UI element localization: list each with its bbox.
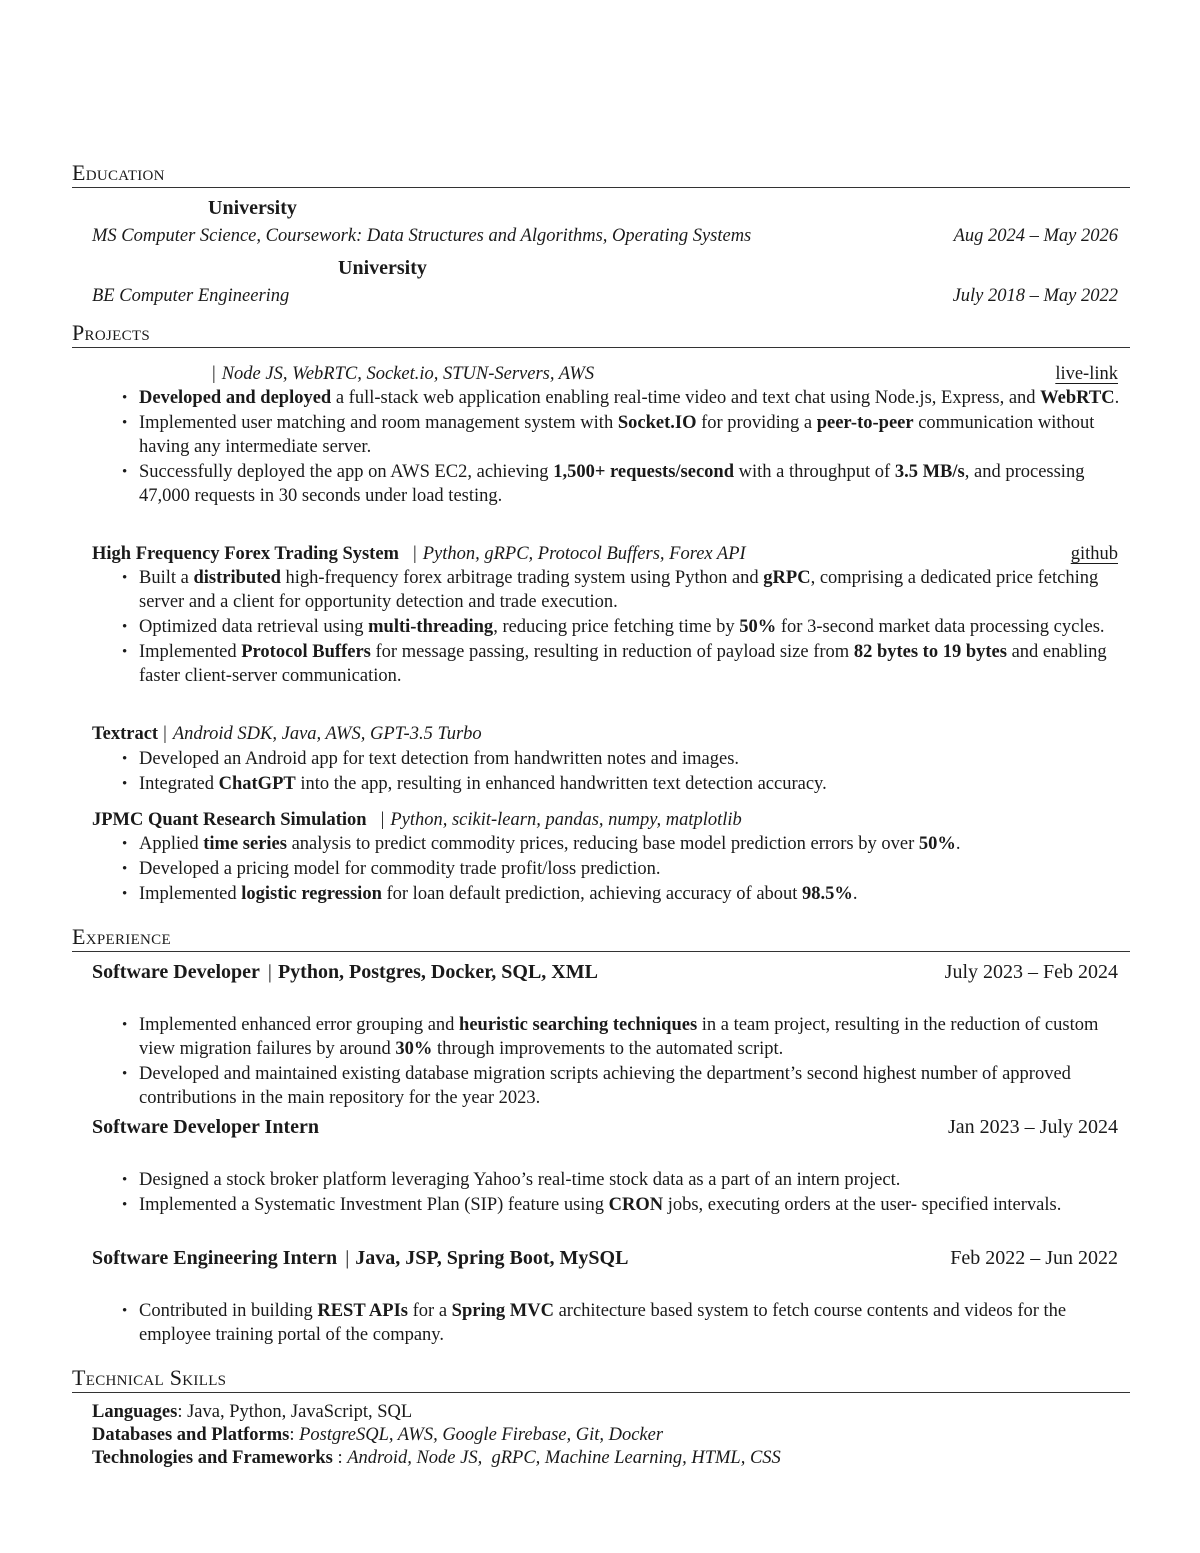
bullet-item [122,772,1132,796]
text: Implemented [139,642,242,662]
bold-text: Protocol Buffers [241,642,371,662]
project-name: JPMC Quant Research Simulation [92,810,367,830]
text: for message passing, resulting in reduction of payload size from [370,642,854,662]
text: Integrated [139,774,219,794]
bold-text: Developed and deployed [139,388,332,408]
github-link[interactable]: github [1070,544,1118,564]
job-title: Software Engineering Intern [92,1247,338,1269]
bold-text: 98.5% [802,884,853,904]
skills-row-technologies [92,1447,1122,1470]
project-header [92,722,1118,746]
separator: | [380,810,385,830]
skills-value: Android, Node JS, gRPC, Machine Learning, HTML, CSS [347,1448,781,1468]
job-header [92,1246,1118,1270]
job-tech: Java, JSP, Spring Boot, MySQL [355,1247,629,1269]
bullet-item [122,386,1132,410]
bold-text: 50% [739,617,777,637]
bullet-item [122,640,1132,688]
project-bullets [122,566,1132,689]
bold-text: 30% [395,1039,433,1059]
skills-row-languages [92,1401,1122,1424]
bullet-item [122,615,1132,639]
text: for loan default prediction, achieving accuracy of about [381,884,803,904]
bullet-item [122,1168,1132,1192]
text: Implemented enhanced error grouping and [139,1015,460,1035]
bullet-item [122,460,1132,508]
text: Developed and maintained existing database migration scripts achieving the department’s second highest number of approved contributions in the main repository for the year 2023. [139,1064,1071,1108]
project-bullets [122,832,1132,907]
text: Optimized data retrieval using [139,617,369,637]
job-dates: Jan 2023 – July 2024 [948,1116,1118,1138]
text: Developed an Android app for text detection from handwritten notes and images. [139,749,740,769]
skills-heading: Technical Skills [72,1365,1130,1393]
separator: | [345,1247,350,1269]
text: in a team project, resulting in the reduction of custom view migration failures by around [139,1015,1099,1059]
skills-label: Technologies and Frameworks [92,1448,333,1468]
bold-text: Socket.IO [617,413,697,433]
education-heading: Education [72,160,1130,188]
text: Implemented a Systematic Investment Plan (SIP) feature using [139,1195,609,1215]
text: with a throughput of [734,462,895,482]
text: high-frequency forex arbitrage trading system using Python and [280,568,764,588]
text: . [1114,388,1120,408]
text: a full-stack web application enabling real-time video and text chat using Node.js, Express, and [331,388,1041,408]
projects-heading: Projects [72,320,1130,348]
project-header [92,542,1118,566]
text: Implemented user matching and room management system with [139,413,618,433]
skills-row-databases [92,1424,1122,1447]
degree: BE Computer Engineering [92,286,290,306]
live-link[interactable]: live-link [1055,364,1118,384]
project-bullets [122,386,1132,509]
text: Built a [139,568,194,588]
job-bullets [122,1013,1132,1111]
text: , reducing price fetching time by [493,617,740,637]
bold-text: peer-to-peer [816,413,914,433]
text: Developed a pricing model for commodity trade profit/loss prediction. [139,859,661,879]
text: into the app, resulting in enhanced handwritten text detection accuracy. [295,774,827,794]
job-bullets [122,1299,1132,1348]
bullet-item [122,882,1132,906]
text: Implemented [139,884,242,904]
bold-text: 3.5 MB/s [894,462,965,482]
text: . [852,884,858,904]
degree: MS Computer Science, Coursework: Data Structures and Algorithms, Operating Systems [92,226,752,246]
text: for 3-second market data processing cycles. [776,617,1105,637]
text: and enabling faster client-server communication. [139,642,1107,686]
project-bullets [122,747,1132,797]
text: through improvements to the automated script. [432,1039,784,1059]
job-header [92,960,1118,984]
bullet-item [122,832,1132,856]
project-tech: Node JS, WebRTC, Socket.io, STUN-Servers, AWS [221,364,595,384]
bullet-item [122,857,1132,881]
bold-text: gRPC [763,568,811,588]
skills-value: PostgreSQL, AWS, Google Firebase, Git, Docker [299,1425,664,1445]
job-title: Software Developer [92,961,260,983]
job-bullets [122,1168,1132,1218]
text: architecture based system to fetch course contents and videos for the employee training portal of the company. [139,1301,1067,1345]
text: jobs, executing orders at the user- specified intervals. [663,1195,1062,1215]
bullet-item [122,1013,1132,1061]
project-tech: Android SDK, Java, AWS, GPT-3.5 Turbo [172,724,482,744]
project-header [92,362,1118,386]
text: communication without having any intermediate server. [139,413,1095,457]
bold-text: Spring MVC [451,1301,554,1321]
separator: | [412,544,417,564]
bold-text: 82 bytes to 19 bytes [853,642,1007,662]
bullet-item [122,747,1132,771]
education-entry [92,256,1118,280]
text: Designed a stock broker platform leveraging Yahoo’s real-time stock data as a part of an intern project. [139,1170,901,1190]
bold-text: logistic regression [241,884,382,904]
text: , and processing 47,000 requests in 30 seconds under load testing. [139,462,1085,506]
bullet-item [122,1062,1132,1110]
bold-text: REST APIs [317,1301,408,1321]
skills-sep: : [289,1425,300,1445]
bullet-item [122,1193,1132,1217]
bold-text: 1,500+ requests/second [553,462,735,482]
separator: | [212,364,216,384]
job-title: Software Developer Intern [92,1116,319,1138]
skills-value: Java, Python, JavaScript, SQL [187,1402,413,1422]
text: Applied [139,834,204,854]
bold-text: time series [203,834,287,854]
job-dates: July 2023 – Feb 2024 [944,961,1118,983]
job-header [92,1115,1118,1139]
job-tech: Python, Postgres, Docker, SQL, XML [277,961,598,983]
institution-name: University [338,257,427,279]
bold-text: CRON [608,1195,664,1215]
skills-sep: : [332,1448,348,1468]
job-dates: Feb 2022 – Jun 2022 [950,1247,1118,1269]
education-entry-details [92,224,1118,248]
bullet-item [122,566,1132,614]
text: for a [408,1301,452,1321]
bold-text: multi-threading [368,617,494,637]
separator: | [267,961,272,983]
skills-label: Languages [92,1402,178,1422]
project-tech: Python, scikit-learn, pandas, numpy, matplotlib [390,810,742,830]
education-entry [92,196,1118,220]
bold-text: WebRTC [1040,388,1115,408]
skills-list [92,1401,1122,1470]
education-dates: July 2018 – May 2022 [952,286,1118,306]
text: analysis to predict commodity prices, reducing base model prediction errors by over [286,834,919,854]
skills-label: Databases and Platforms [92,1425,290,1445]
text: for providing a [696,413,817,433]
education-entry-details [92,284,1118,308]
text: Contributed in building [139,1301,318,1321]
bold-text: ChatGPT [218,774,296,794]
project-header [92,808,1118,832]
experience-heading: Experience [72,924,1130,952]
bold-text: heuristic searching techniques [459,1015,698,1035]
bold-text: 50% [918,834,956,854]
bullet-item [122,1299,1132,1347]
project-name: Textract [92,724,159,744]
bullet-item [122,411,1132,459]
education-dates: Aug 2024 – May 2026 [953,226,1118,246]
project-tech: Python, gRPC, Protocol Buffers, Forex API [422,544,746,564]
separator: | [163,724,167,744]
text: Successfully deployed the app on AWS EC2, achieving [139,462,554,482]
skills-sep: : [177,1402,188,1422]
institution-name: University [208,197,297,219]
bold-text: distributed [193,568,281,588]
text: . [955,834,961,854]
text: , comprising a dedicated price fetching server and a client for opportunity detection and trade execution. [139,568,1099,612]
project-name: High Frequency Forex Trading System [92,544,399,564]
